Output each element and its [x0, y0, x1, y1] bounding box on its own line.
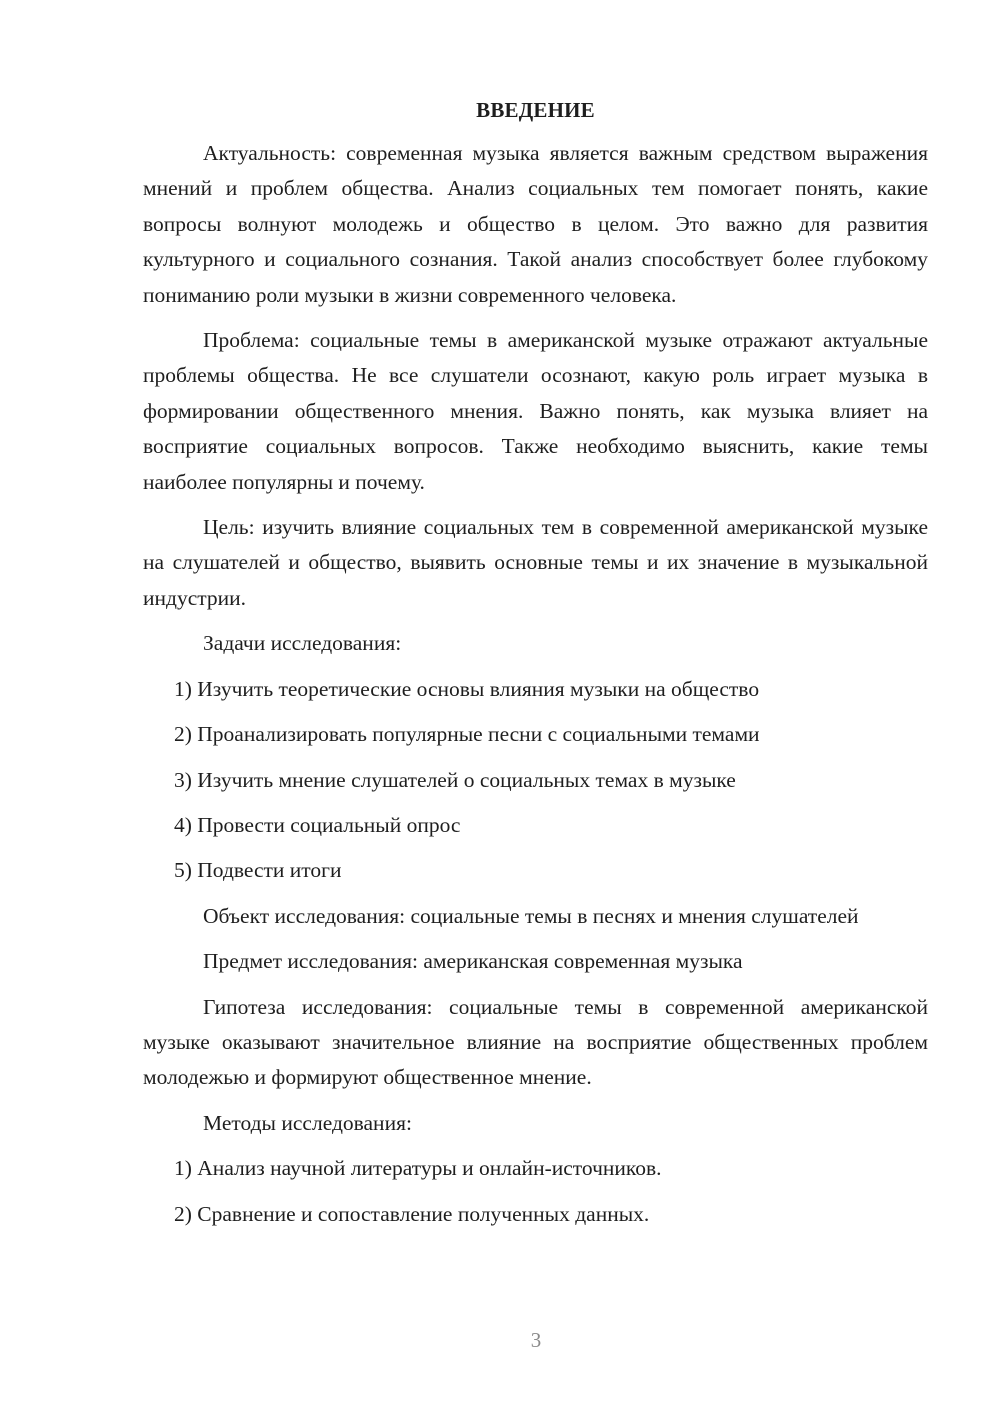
page-number: 3	[530, 1328, 542, 1352]
page-title: ВВЕДЕНИЕ	[476, 98, 595, 122]
task-item: 5) Подвести итоги	[174, 858, 342, 883]
hypothesis-paragraph: Гипотеза исследования: социальные темы в современной американской музыке оказывают значительное влияние на восприятие общественных проблем молодежью и формируют общественное мнение.	[143, 994, 928, 1090]
actuality-paragraph: Актуальность: современная музыка является важным средством выражения мнений и проблем общества. Анализ социальных тем помогает понять, какие вопросы волнуют молодежь и общество в целом. Это важно для развития культурного и социального сознания. Такой анализ способствует более глубокому пониманию роли музыки в жизни современного человека.	[143, 141, 928, 307]
subject-paragraph: Предмет исследования: американская современная музыка	[203, 949, 743, 974]
problem-paragraph: Проблема: социальные темы в американской музыке отражают актуальные проблемы общества. Не все слушатели осознают, какую роль играет музыка в формировании общественного мнения. Важно понять, как музыка влияет на восприятие социальных вопросов. Также необходимо выяснить, какие темы наиболее популярны и почему.	[143, 328, 928, 494]
tasks-title: Задачи исследования:	[203, 631, 402, 656]
task-item: 4) Провести социальный опрос	[174, 812, 461, 837]
methods-title: Методы исследования:	[203, 1110, 412, 1135]
method-item: 2) Сравнение и сопоставление полученных данных.	[174, 1201, 650, 1226]
task-item: 3) Изучить мнение слушателей о социальных темах в музыке	[174, 767, 736, 792]
task-item: 2) Проанализировать популярные песни с социальными темами	[174, 722, 760, 747]
method-item: 1) Анализ научной литературы и онлайн-источников.	[174, 1156, 662, 1181]
page-content	[143, 94, 928, 1242]
task-item: 1) Изучить теоретические основы влияния музыки на общество	[174, 676, 760, 701]
goal-paragraph: Цель: изучить влияние социальных тем в современной американской музыке на слушателей и общество, выявить основные темы и их значение в музыкальной индустрии.	[143, 515, 928, 610]
object-paragraph: Объект исследования: социальные темы в песнях и мнения слушателей	[203, 903, 859, 928]
